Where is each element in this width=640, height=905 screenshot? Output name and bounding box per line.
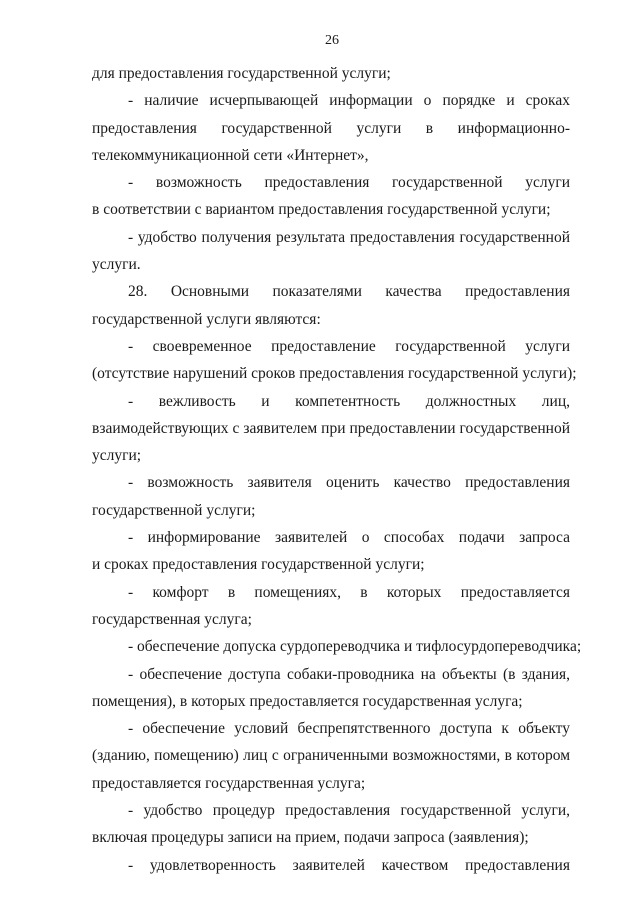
text-line: (отсутствие нарушений сроков предоставления государственной услуги); bbox=[92, 365, 577, 383]
text-line: помещения), в которых предоставляется государственная услуга; bbox=[92, 692, 523, 710]
text-line: предоставления государственной услуги в информационно- bbox=[92, 119, 570, 137]
text-line: - вежливость и компетентность должностных лиц, bbox=[128, 392, 570, 410]
text-line: предоставляется государственная услуга; bbox=[92, 774, 366, 792]
text-line: - возможность заявителя оценить качество предоставления bbox=[128, 474, 570, 492]
text-line: взаимодействующих с заявителем при предоставлении государственной bbox=[92, 419, 570, 437]
text-line: услуги. bbox=[92, 256, 141, 274]
text-line: - наличие исчерпывающей информации о порядке и сроках bbox=[128, 92, 570, 110]
text-line: государственной услуги; bbox=[92, 501, 256, 519]
text-line: - удовлетворенность заявителей качеством предоставления bbox=[128, 856, 570, 874]
text-line: государственной услуги являются: bbox=[92, 310, 321, 328]
text-line: телекоммуникационной сети «Интернет», bbox=[92, 146, 369, 164]
text-line: (зданию, помещению) лиц с ограниченными возможностями, в котором bbox=[92, 747, 570, 765]
text-line: - информирование заявителей о способах подачи запроса bbox=[128, 529, 570, 547]
text-line: - удобство получения результата предоставления государственной bbox=[128, 228, 570, 246]
text-line: в соответствии с вариантом предоставления государственной услуги; bbox=[92, 201, 551, 219]
text-line: - возможность предоставления государственной услуги bbox=[128, 174, 570, 192]
text-line: услуги; bbox=[92, 447, 142, 465]
text-line: - обеспечение условий беспрепятственного доступа к объекту bbox=[128, 720, 570, 738]
text-line: включая процедуры записи на прием, подачи запроса (заявления); bbox=[92, 829, 529, 847]
text-line: 28. Основными показателями качества предоставления bbox=[128, 283, 570, 301]
document-body bbox=[92, 60, 582, 879]
text-line: и сроках предоставления государственной услуги; bbox=[92, 556, 425, 574]
page-number: 26 bbox=[325, 33, 339, 48]
text-line: - комфорт в помещениях, в которых предоставляется bbox=[128, 583, 570, 601]
text-line: - удобство процедур предоставления государственной услуги, bbox=[128, 802, 570, 820]
text-line: для предоставления государственной услуги; bbox=[92, 65, 391, 82]
text-line: - обеспечение допуска сурдопереводчика и тифлосурдопереводчика; bbox=[128, 638, 582, 656]
text-line: - обеспечение доступа собаки-проводника на объекты (в здания, bbox=[128, 665, 570, 683]
text-line: - своевременное предоставление государственной услуги bbox=[128, 337, 570, 355]
text-line: государственная услуга; bbox=[92, 610, 252, 628]
